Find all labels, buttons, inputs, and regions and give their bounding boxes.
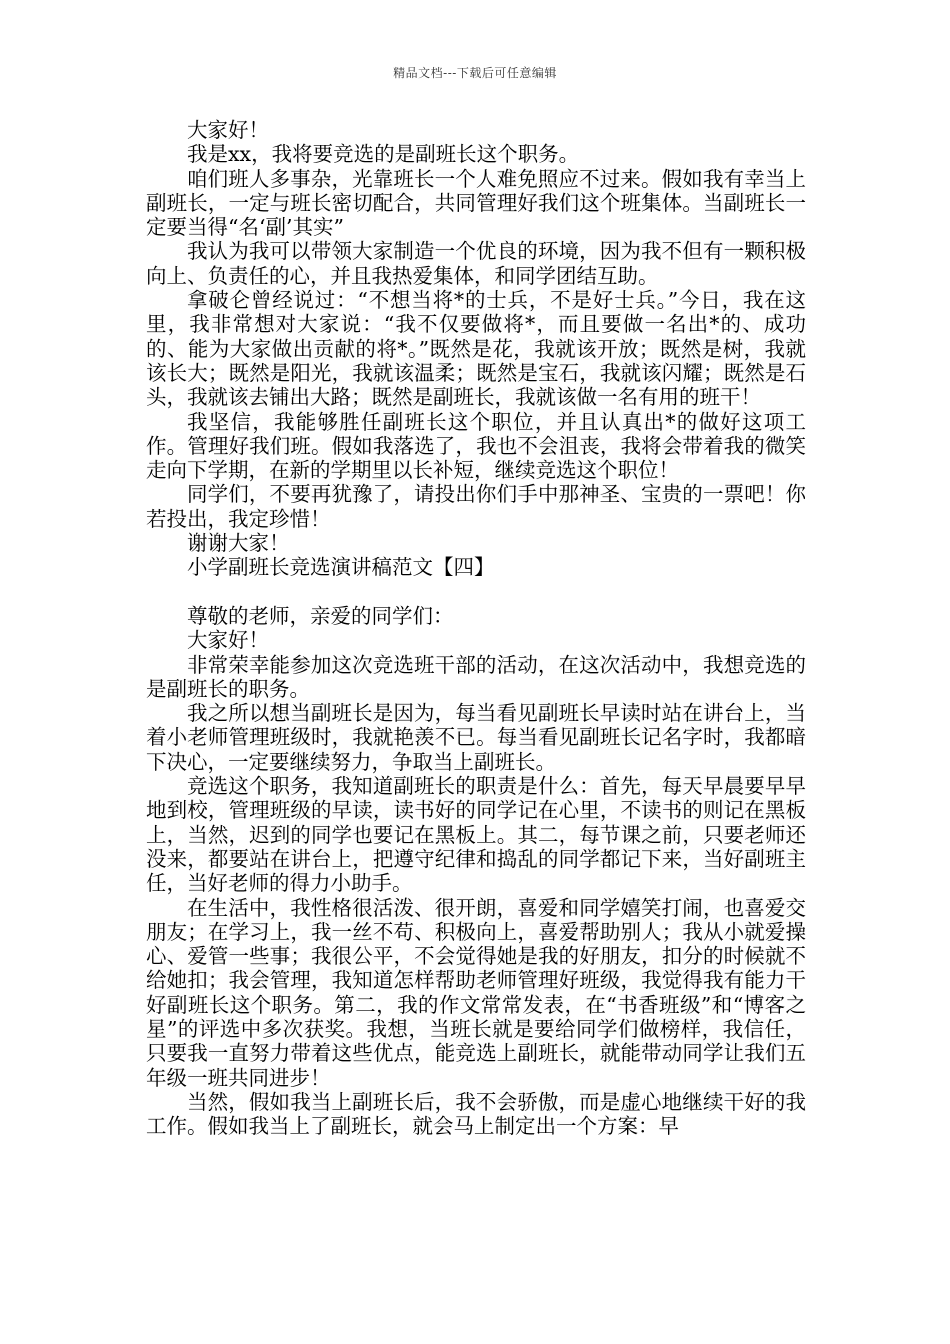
paragraph: 尊敬的老师，亲爱的同学们： (187, 603, 454, 628)
paragraph: 大家好！ (187, 118, 269, 142)
paragraph: 非常荣幸能参加这次竞选班干部的活动，在这次活动中，我想竞选的是副班长的职务。 (146, 652, 806, 701)
paragraph: 当然，假如我当上副班长后，我不会骄傲，而是虚心地继续干好的我工作。假如我当上了副班长，就会马上制定出一个方案：早 (146, 1089, 806, 1139)
paragraph: 大家好！ (187, 628, 269, 653)
paragraph: 小学副班长竞选演讲稿范文【四】 (187, 555, 495, 580)
paragraph: 竞选这个职务，我知道副班长的职责是什么：首先，每天早晨要早早地到校，管理班级的早读，读书好的同学记在心里，不读书的则记在黑板上，当然，迟到的同学也要记在黑板上。其二，每节课之前，只要老师还没来，都要站在讲台上，把遵守纪律和捣乱的同学都记下来，当好副班主任，当好老师的得力小助手。 (146, 774, 806, 896)
document-body (146, 118, 806, 1138)
paragraph: 谢谢大家！ (187, 531, 290, 556)
paragraph: 拿破仑曾经说过：“不想当将*的士兵，不是好士兵。”今日，我在这里，我非常想对大家说：“我不仅要做将*，而且要做一名出*的、成功的、能为大家做出贡献的将*。”既然是花，我就该开放；既然是树，我就该长大；既然是阳光，我就该温柔；既然是宝石，我就该闪耀；既然是石头，我就该去铺出大路；既然是副班长，我就该做一名有用的班干！ (146, 288, 806, 410)
paragraph: 我认为我可以带领大家制造一个优良的环境，因为我不但有一颗积极向上、负责任的心，并且我热爱集体，和同学团结互助。 (146, 239, 806, 288)
paragraph: 同学们，不要再犹豫了，请投出你们手中那神圣、宝贵的一票吧！你若投出，我定珍惜！ (146, 482, 806, 531)
paragraph: 我是xx，我将要竞选的是副班长这个职务。 (187, 142, 580, 167)
paragraph: 我坚信，我能够胜任副班长这个职位，并且认真出*的做好这项工作。管理好我们班。假如我落选了，我也不会沮丧，我将会带着我的微笑走向下学期，在新的学期里以长补短，继续竞选这个职位！ (146, 409, 806, 483)
paragraph: 咱们班人多事杂，光靠班长一个人难免照应不过来。假如我有幸当上副班长，一定与班长密切配合，共同管理好我们这个班集体。当副班长一定要当得“名‘副’其实” (146, 166, 806, 240)
paragraph: 我之所以想当副班长是因为，每当看见副班长早读时站在讲台上，当着小老师管理班级时，我就艳羡不已。每当看见副班长记名字时，我都暗下决心，一定要继续努力，争取当上副班长。 (146, 701, 806, 774)
paragraph: 在生活中，我性格很活泼、很开朗，喜爱和同学嬉笑打闹，也喜爱交朋友；在学习上，我一丝不苟、积极向上，喜爱帮助别人；我从小就爱操心、爱管一些事；我很公平，不会觉得她是我的好朋友，扣分的时候就不给她扣；我会管理，我知道怎样帮助老师管理好班级，我觉得我有能力干好副班长这个职务。第二，我的作文常常发表，在“书香班级”和“博客之星”的评选中多次获奖。我想，当班长就是要给同学们做榜样，我信任，只要我一直努力带着这些优点，能竞选上副班长，就能带动同学让我们五年级一班共同进步！ (146, 895, 806, 1090)
page-header: 精品文档---下载后可任意编辑 (393, 66, 557, 80)
blank-line (146, 580, 806, 604)
